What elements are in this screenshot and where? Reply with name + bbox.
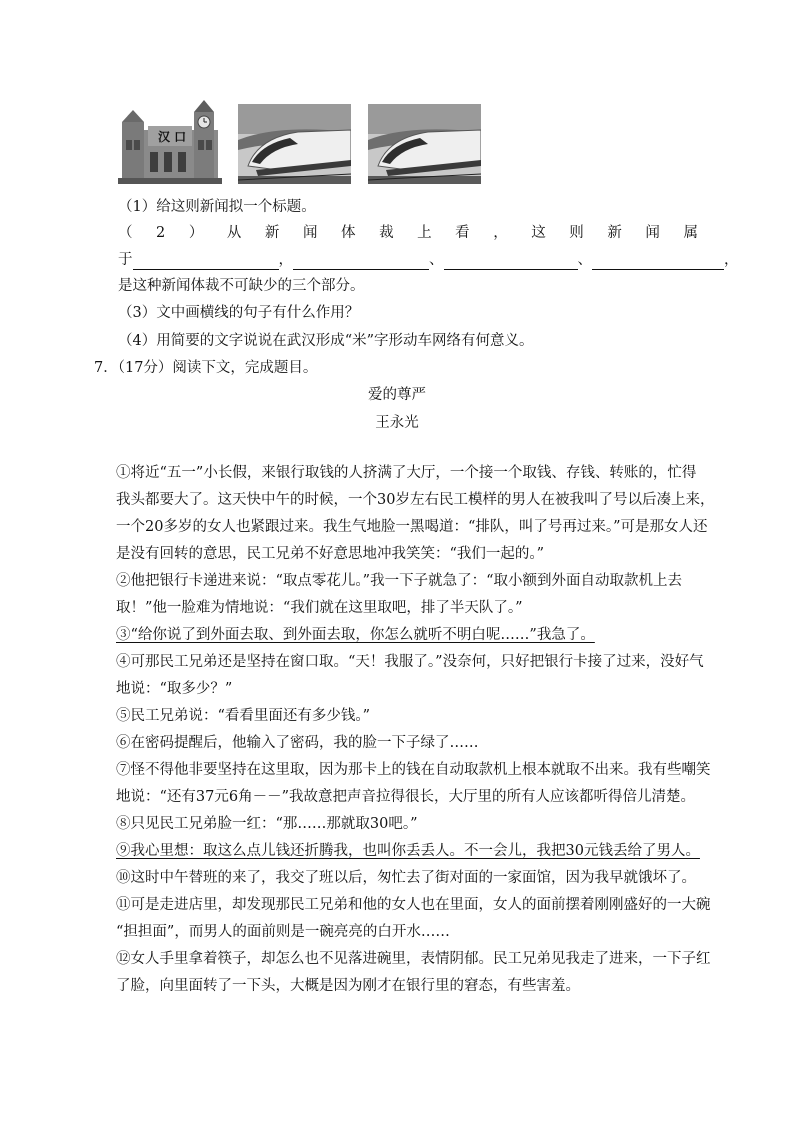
q2-char: 上 — [417, 225, 432, 241]
question-4: （4）用简要的文字说说在武汉形成“米”字形动车网络有何意义。 — [118, 333, 534, 349]
para-8: ⑧只见民工兄弟脸一红：“那……那就取30吧。” — [116, 816, 418, 832]
article-author: 王永光 — [375, 415, 419, 431]
question-1: （1）给这则新闻拟一个标题。 — [118, 199, 316, 215]
train-photo — [368, 104, 481, 184]
article-body — [116, 460, 715, 1000]
para-4-line: 地说：“取多少？” — [116, 681, 233, 697]
para-9-underlined: ⑨我心里想：取这么点儿钱还折腾我，也叫你丢丢人。不一会儿，我把30元钱丢给了男人。 — [116, 843, 700, 859]
q2-char: 体 — [341, 225, 356, 241]
para-4-line: ④可那民工兄弟还是坚持在窗口取。“天！我服了。”没奈何，只好把银行卡接了过来，没好气 — [116, 654, 704, 670]
q2-char: 2 — [156, 225, 166, 241]
para-7-line: ⑦怪不得他非要坚持在这里取，因为那卡上的钱在自动取款机上根本就取不出来。我有些嘲笑 — [116, 762, 711, 778]
para-1-line: 我头都要大了。这天快中午的时候，一个30岁左右民工模样的男人在被我叫了号以后凑上来， — [116, 492, 715, 508]
q2-char: 新 — [607, 225, 622, 241]
para-11-line: ⑪可是走进店里，却发现那民工兄弟和他的女人也在里面，女人的面前摆着刚刚盛好的一大碗 — [116, 897, 711, 913]
para-1-line: 是没有回转的意思，民工兄弟不好意思地冲我笑笑：“我们一起的。” — [116, 546, 545, 562]
para-10: ⑩这时中午替班的来了，我交了班以后，匆忙去了街对面的一家面馆，因为我早就饿坏了。 — [116, 870, 696, 886]
para-6: ⑥在密码提醒后，他输入了密码，我的脸一下子绿了…… — [116, 735, 479, 751]
station-photo — [118, 100, 222, 184]
train-photo-graphic — [368, 104, 481, 184]
para-2-line: ②他把银行卡递进来说：“取点零花儿。”我一下子就急了：“取小额到外面自动取款机上去 — [116, 573, 682, 589]
train-photo — [238, 104, 351, 184]
question-2-blanks — [118, 250, 739, 270]
answer-blank[interactable] — [592, 253, 724, 270]
para-12-line: 了脸，向里面转了一下头，大概是因为刚才在银行里的窘态，有些害羞。 — [116, 978, 580, 994]
q2-end: ， — [724, 252, 739, 268]
q2-char: 闻 — [645, 225, 660, 241]
q2-sep: ， — [278, 252, 293, 268]
q2-char: ， — [493, 225, 508, 241]
q2-char: 闻 — [302, 225, 318, 241]
q2-char: 这 — [531, 225, 546, 241]
question-2-line — [118, 223, 698, 243]
article-title: 爱的尊严 — [368, 387, 426, 403]
q2-char: （ — [118, 225, 133, 241]
image-row — [118, 100, 498, 186]
q2-sep: 、 — [577, 252, 592, 268]
q2-char: ） — [188, 225, 204, 241]
section-7-heading: 7．（17分）阅读下文，完成题目。 — [94, 360, 318, 376]
para-3-underlined: ③“给你说了到外面去取、到外面去取，你怎么就听不明白呢……”我急了。 — [116, 627, 595, 643]
station-sign-text: 汉 口 — [158, 130, 187, 144]
para-2-line: 取！”他一脸难为情地说：“我们就在这里取吧，排了半天队了。” — [116, 600, 523, 616]
q2-char: 从 — [226, 225, 242, 241]
train-photo-graphic — [238, 104, 351, 184]
answer-blank[interactable] — [293, 253, 429, 270]
question-3: （3）文中画横线的句子有什么作用？ — [118, 305, 360, 321]
q2-sep: 、 — [429, 252, 444, 268]
para-1-line: ①将近“五一”小长假，来银行取钱的人挤满了大厅，一个接一个取钱、存钱、转账的，忙得 — [116, 465, 697, 481]
q2-char: 则 — [569, 225, 584, 241]
q2-char: 看 — [455, 225, 470, 241]
para-11-line: “担担面”，而男人的面前则是一碗亮亮的白开水…… — [116, 924, 450, 940]
para-7-line: 地说：“还有37元6角－－”我故意把声音拉得很长，大厅里的所有人应该都听得倍儿清楚。 — [116, 789, 695, 805]
question-2-tail: 是这种新闻体裁不可缺少的三个部分。 — [118, 278, 365, 294]
para-5: ⑤民工兄弟说：“看看里面还有多少钱。” — [116, 708, 371, 724]
answer-blank[interactable] — [444, 253, 578, 270]
q2-char: 新 — [264, 225, 280, 241]
station-photo-graphic — [118, 100, 222, 184]
para-1-line: 一个20多岁的女人也紧跟过来。我生气地脸一黑喝道：“排队，叫了号再过来。”可是那女人还 — [116, 519, 708, 535]
q2-prefix: 于 — [118, 252, 133, 268]
q2-char: 裁 — [379, 225, 394, 241]
q2-char: 属 — [683, 225, 698, 241]
para-12-line: ⑫女人手里拿着筷子，却怎么也不见落进碗里，表情阴郁。民工兄弟见我走了进来，一下子红 — [116, 951, 711, 967]
answer-blank[interactable] — [133, 253, 279, 270]
